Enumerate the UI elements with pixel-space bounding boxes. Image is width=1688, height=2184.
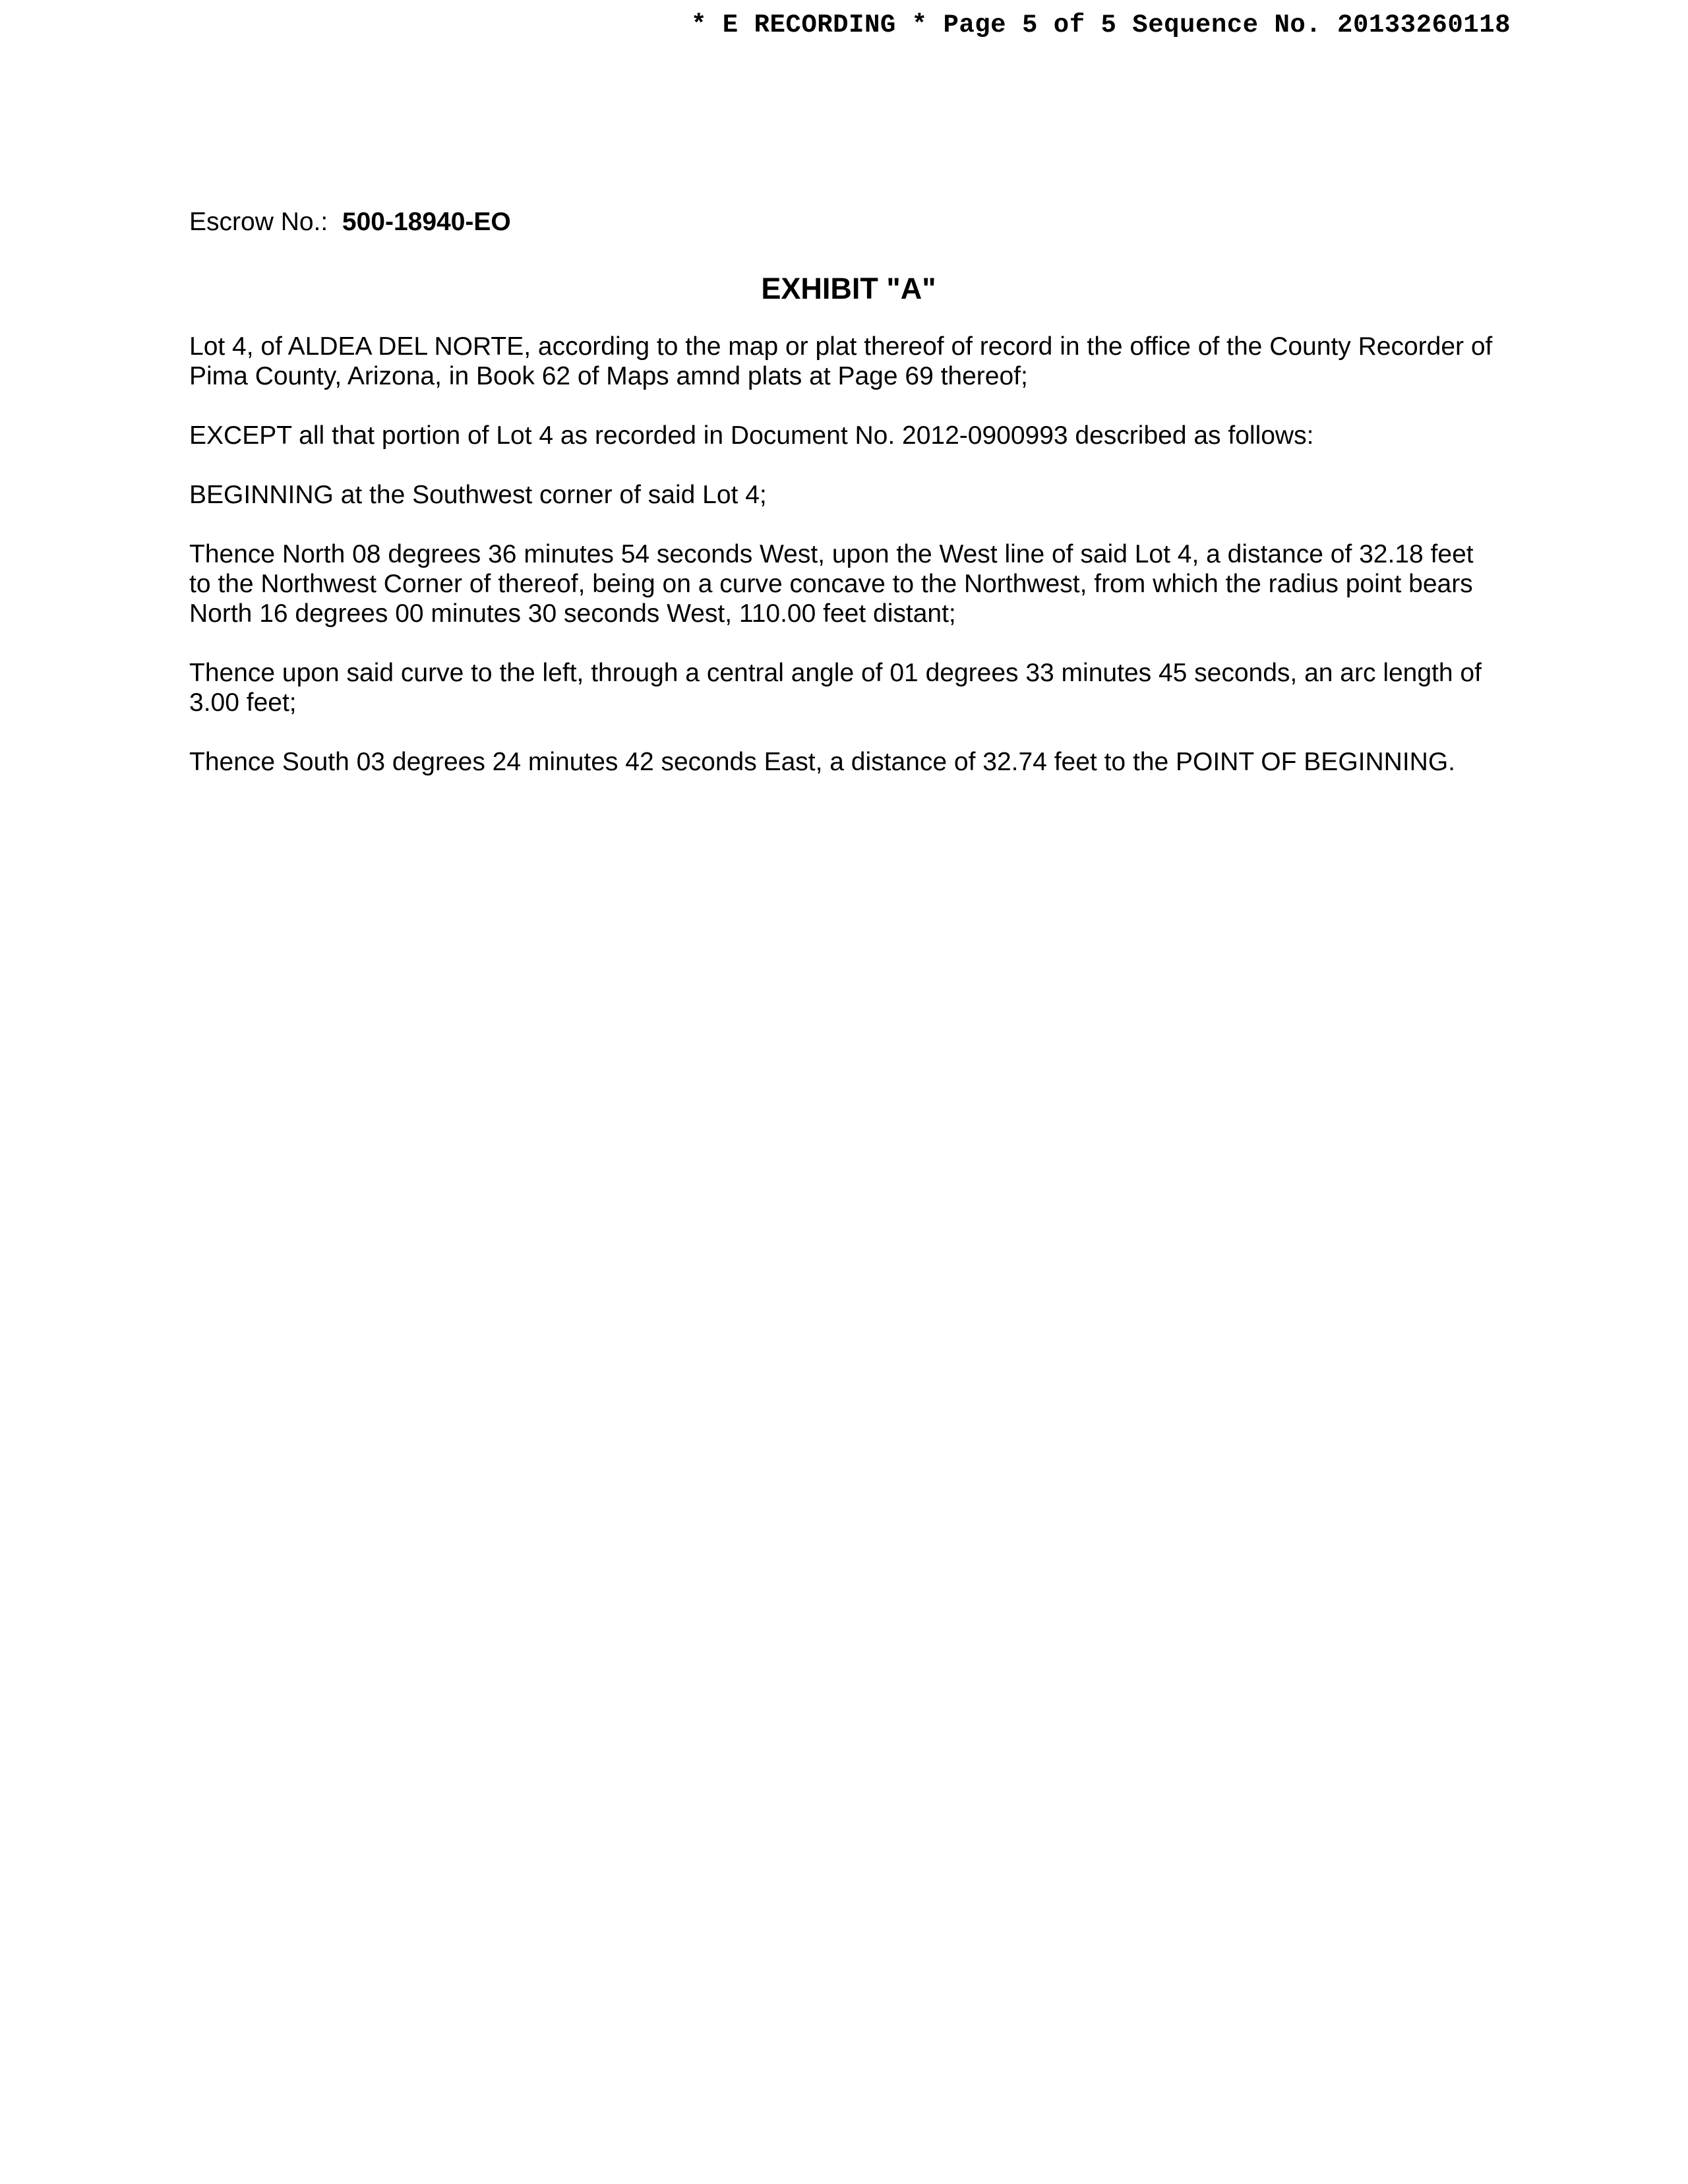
course-paragraph: Thence North 08 degrees 36 minutes 54 seconds West, upon the West line of said Lot 4, a distance of 32.18 feet to the Northwest Corner of thereof, being on a curve concave to the Northwest, from which the radius point bears North 16 degrees 00 minutes 30 seconds West, 110.00 feet distant; — [189, 540, 1474, 628]
escrow-label: Escrow No.: — [189, 208, 328, 236]
escrow-number: 500-18940-EO — [342, 208, 511, 236]
escrow-line — [189, 207, 1495, 237]
exhibit-title: EXHIBIT "A" — [761, 272, 936, 305]
document-body — [189, 207, 1495, 806]
beginning-paragraph: BEGINNING at the Southwest corner of said Lot 4; — [189, 481, 767, 509]
closing-paragraph: Thence South 03 degrees 24 minutes 42 seconds East, a distance of 32.74 feet to the POINT OF BEGINNING. — [189, 748, 1455, 776]
curve-paragraph: Thence upon said curve to the left, through a central angle of 01 degrees 33 minutes 45 seconds, an arc length of 3.00 feet; — [189, 659, 1482, 717]
legal-description-paragraph: Lot 4, of ALDEA DEL NORTE, according to the map or plat thereof of record in the office of the County Recorder of Pima County, Arizona, in Book 62 of Maps amnd plats at Page 69 thereof; — [189, 332, 1493, 390]
exception-paragraph: EXCEPT all that portion of Lot 4 as recorded in Document No. 2012-0900993 described as follows: — [189, 421, 1314, 450]
recording-header: * E RECORDING * Page 5 of 5 Sequence No. 20133260118 — [691, 11, 1511, 40]
